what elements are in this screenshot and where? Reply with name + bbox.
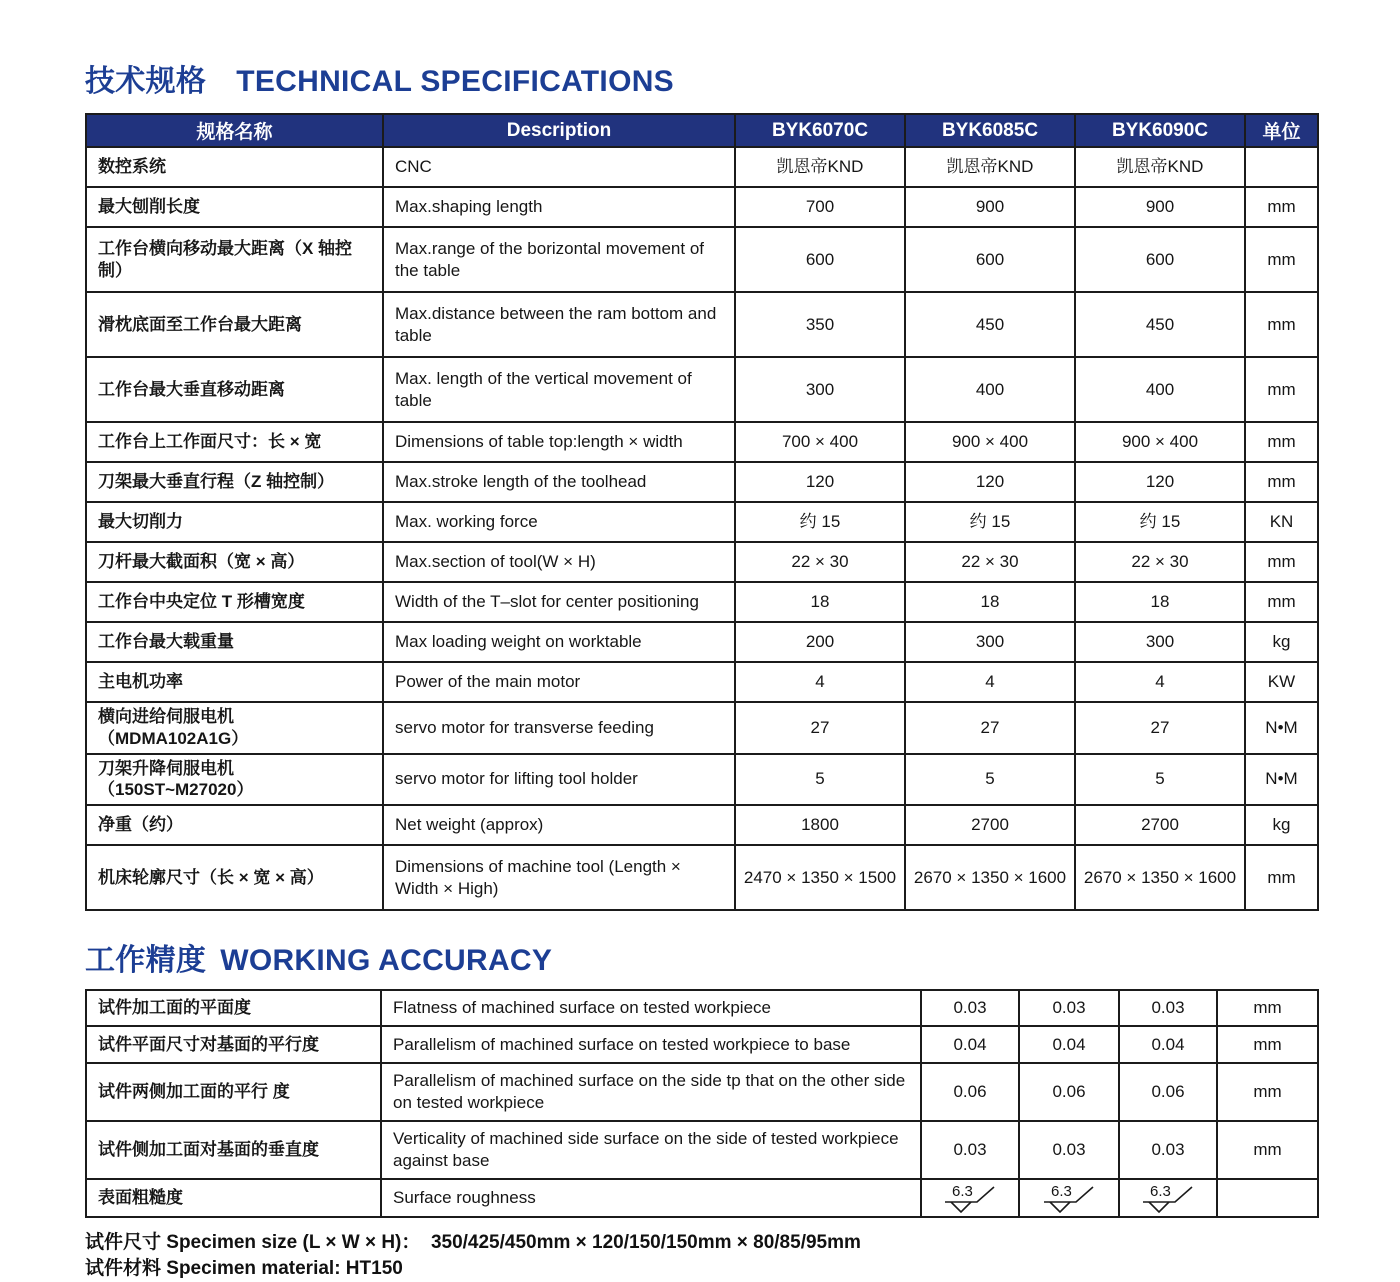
table-row bbox=[86, 845, 1318, 910]
value-byk6085c: 450 bbox=[905, 292, 1075, 357]
col-header-spec-name: 规格名称 bbox=[86, 114, 383, 147]
title-chinese: 技术规格 bbox=[85, 65, 207, 98]
unit-value: mm bbox=[1245, 292, 1318, 357]
unit-value bbox=[1217, 1179, 1318, 1217]
value-byk6090c: 900 × 400 bbox=[1075, 422, 1245, 462]
unit-value: mm bbox=[1245, 357, 1318, 422]
table-header-row bbox=[86, 114, 1318, 147]
value-byk6090c: 0.03 bbox=[1119, 1121, 1217, 1179]
spec-desc: Max.section of tool(W × H) bbox=[383, 542, 735, 582]
surface-roughness-mark: 6.3 bbox=[1041, 1183, 1097, 1213]
value-byk6085c: 0.03 bbox=[1019, 990, 1119, 1026]
value-byk6085c: 0.04 bbox=[1019, 1026, 1119, 1063]
table-row bbox=[86, 805, 1318, 845]
value-byk6085c: 300 bbox=[905, 622, 1075, 662]
unit-value: mm bbox=[1245, 187, 1318, 227]
value-byk6070c bbox=[921, 1179, 1019, 1217]
spec-desc: Width of the T–slot for center positioning bbox=[383, 582, 735, 622]
spec-desc: Max.range of the borizontal movement of the table bbox=[383, 227, 735, 292]
spec-name: 横向进给伺服电机（MDMA102A1G） bbox=[86, 702, 383, 754]
value-byk6085c: 900 bbox=[905, 187, 1075, 227]
value-byk6070c: 22 × 30 bbox=[735, 542, 905, 582]
spec-desc: servo motor for lifting tool holder bbox=[383, 754, 735, 806]
accuracy-desc: Flatness of machined surface on tested workpiece bbox=[381, 990, 921, 1026]
spec-name: 机床轮廓尺寸（长 × 宽 × 高） bbox=[86, 845, 383, 910]
spec-name: 滑枕底面至工作台最大距离 bbox=[86, 292, 383, 357]
unit-value: N•M bbox=[1245, 754, 1318, 806]
value-byk6070c: 1800 bbox=[735, 805, 905, 845]
spec-name: 工作台最大载重量 bbox=[86, 622, 383, 662]
table-row bbox=[86, 462, 1318, 502]
value-byk6090c: 2700 bbox=[1075, 805, 1245, 845]
value-byk6090c: 约 15 bbox=[1075, 502, 1245, 542]
value-byk6085c: 2700 bbox=[905, 805, 1075, 845]
technical-specifications-title bbox=[85, 56, 1400, 100]
value-byk6085c: 22 × 30 bbox=[905, 542, 1075, 582]
spec-name: 最大刨削长度 bbox=[86, 187, 383, 227]
table-row bbox=[86, 662, 1318, 702]
spec-desc: Max. working force bbox=[383, 502, 735, 542]
value-byk6070c: 200 bbox=[735, 622, 905, 662]
value-byk6085c: 27 bbox=[905, 702, 1075, 754]
surface-roughness-icon bbox=[1140, 1183, 1196, 1213]
table-row bbox=[86, 1121, 1318, 1179]
accuracy-desc: Parallelism of machined surface on the side tp that on the other side on tested workpiece bbox=[381, 1063, 921, 1121]
accuracy-name: 试件两侧加工面的平行 度 bbox=[86, 1063, 381, 1121]
table-row bbox=[86, 502, 1318, 542]
working-accuracy-title bbox=[85, 935, 1400, 979]
spec-desc: servo motor for transverse feeding bbox=[383, 702, 735, 754]
unit-value: mm bbox=[1245, 845, 1318, 910]
value-byk6090c: 0.04 bbox=[1119, 1026, 1217, 1063]
value-byk6070c: 350 bbox=[735, 292, 905, 357]
unit-value: mm bbox=[1245, 227, 1318, 292]
table-row bbox=[86, 357, 1318, 422]
table-row bbox=[86, 622, 1318, 662]
unit-value: mm bbox=[1217, 1026, 1318, 1063]
unit-value: KN bbox=[1245, 502, 1318, 542]
working-accuracy-table bbox=[85, 989, 1319, 1218]
spec-name: 工作台中央定位 T 形槽宽度 bbox=[86, 582, 383, 622]
spec-desc: Max.stroke length of the toolhead bbox=[383, 462, 735, 502]
value-byk6085c bbox=[1019, 1179, 1119, 1217]
spec-name: 刀杆最大截面积（宽 × 高） bbox=[86, 542, 383, 582]
value-byk6070c: 18 bbox=[735, 582, 905, 622]
technical-specifications-table bbox=[85, 113, 1319, 911]
value-byk6090c: 凯恩帝KND bbox=[1075, 147, 1245, 187]
title-english: WORKING ACCURACY bbox=[220, 944, 553, 977]
value-byk6090c: 300 bbox=[1075, 622, 1245, 662]
table-row bbox=[86, 187, 1318, 227]
table-row bbox=[86, 990, 1318, 1026]
value-byk6085c: 18 bbox=[905, 582, 1075, 622]
spec-desc: Power of the main motor bbox=[383, 662, 735, 702]
surface-roughness-mark: 6.3 bbox=[942, 1183, 998, 1213]
value-byk6070c: 凯恩帝KND bbox=[735, 147, 905, 187]
value-byk6090c: 22 × 30 bbox=[1075, 542, 1245, 582]
unit-value: mm bbox=[1217, 1063, 1318, 1121]
value-byk6085c: 0.06 bbox=[1019, 1063, 1119, 1121]
value-byk6085c: 0.03 bbox=[1019, 1121, 1119, 1179]
value-byk6090c: 400 bbox=[1075, 357, 1245, 422]
specimen-size-note: 试件尺寸 Specimen size (L × W × H)： 350/425/450mm × 120/150/150mm × 80/85/95mm bbox=[85, 1232, 861, 1253]
spec-desc: Dimensions of table top:length × width bbox=[383, 422, 735, 462]
spec-desc: Net weight (approx) bbox=[383, 805, 735, 845]
value-byk6070c: 600 bbox=[735, 227, 905, 292]
unit-value: mm bbox=[1217, 990, 1318, 1026]
table-row bbox=[86, 1026, 1318, 1063]
value-byk6070c: 0.06 bbox=[921, 1063, 1019, 1121]
col-header-byk6090c: BYK6090C bbox=[1075, 114, 1245, 147]
table-row bbox=[86, 542, 1318, 582]
value-byk6070c: 5 bbox=[735, 754, 905, 806]
unit-value: kg bbox=[1245, 622, 1318, 662]
surface-roughness-icon bbox=[1041, 1183, 1097, 1213]
table-row bbox=[86, 422, 1318, 462]
surface-roughness-mark: 6.3 bbox=[1140, 1183, 1196, 1213]
value-byk6085c: 2670 × 1350 × 1600 bbox=[905, 845, 1075, 910]
value-byk6090c: 450 bbox=[1075, 292, 1245, 357]
value-byk6070c: 700 × 400 bbox=[735, 422, 905, 462]
value-byk6090c: 4 bbox=[1075, 662, 1245, 702]
col-header-description: Description bbox=[383, 114, 735, 147]
spec-name: 净重（约） bbox=[86, 805, 383, 845]
spec-name: 数控系统 bbox=[86, 147, 383, 187]
spec-desc: Max.shaping length bbox=[383, 187, 735, 227]
value-byk6085c: 约 15 bbox=[905, 502, 1075, 542]
value-byk6085c: 120 bbox=[905, 462, 1075, 502]
value-byk6070c: 300 bbox=[735, 357, 905, 422]
value-byk6090c: 18 bbox=[1075, 582, 1245, 622]
value-byk6085c: 5 bbox=[905, 754, 1075, 806]
accuracy-desc: Parallelism of machined surface on tested workpiece to base bbox=[381, 1026, 921, 1063]
spec-desc: CNC bbox=[383, 147, 735, 187]
value-byk6070c: 2470 × 1350 × 1500 bbox=[735, 845, 905, 910]
value-byk6070c: 约 15 bbox=[735, 502, 905, 542]
value-byk6090c: 2670 × 1350 × 1600 bbox=[1075, 845, 1245, 910]
value-byk6070c: 120 bbox=[735, 462, 905, 502]
table-row bbox=[86, 582, 1318, 622]
accuracy-desc: Surface roughness bbox=[381, 1179, 921, 1217]
accuracy-name: 试件侧加工面对基面的垂直度 bbox=[86, 1121, 381, 1179]
accuracy-name: 试件平面尺寸对基面的平行度 bbox=[86, 1026, 381, 1063]
spec-desc: Max.distance between the ram bottom and table bbox=[383, 292, 735, 357]
table-row bbox=[86, 227, 1318, 292]
accuracy-desc: Verticality of machined side surface on the side of tested workpiece against base bbox=[381, 1121, 921, 1179]
value-byk6070c: 0.03 bbox=[921, 990, 1019, 1026]
value-byk6085c: 600 bbox=[905, 227, 1075, 292]
unit-value: mm bbox=[1245, 422, 1318, 462]
table-row bbox=[86, 147, 1318, 187]
table-row bbox=[86, 754, 1318, 806]
spec-name: 最大切削力 bbox=[86, 502, 383, 542]
unit-value: mm bbox=[1245, 582, 1318, 622]
spec-name: 工作台横向移动最大距离（X 轴控制） bbox=[86, 227, 383, 292]
unit-value: mm bbox=[1245, 542, 1318, 582]
surface-roughness-icon bbox=[942, 1183, 998, 1213]
accuracy-name: 表面粗糙度 bbox=[86, 1179, 381, 1217]
value-byk6090c bbox=[1119, 1179, 1217, 1217]
value-byk6090c: 120 bbox=[1075, 462, 1245, 502]
title-chinese: 工作精度 bbox=[85, 944, 207, 977]
value-byk6090c: 27 bbox=[1075, 702, 1245, 754]
unit-value bbox=[1245, 147, 1318, 187]
value-byk6090c: 0.06 bbox=[1119, 1063, 1217, 1121]
value-byk6085c: 400 bbox=[905, 357, 1075, 422]
unit-value: KW bbox=[1245, 662, 1318, 702]
table-row bbox=[86, 1063, 1318, 1121]
title-english: TECHNICAL SPECIFICATIONS bbox=[236, 65, 674, 98]
value-byk6070c: 0.04 bbox=[921, 1026, 1019, 1063]
value-byk6090c: 600 bbox=[1075, 227, 1245, 292]
unit-value: N•M bbox=[1245, 702, 1318, 754]
value-byk6085c: 4 bbox=[905, 662, 1075, 702]
value-byk6090c: 900 bbox=[1075, 187, 1245, 227]
table-row-surface-roughness bbox=[86, 1179, 1318, 1217]
spec-name: 刀架升降伺服电机（150ST~M27020） bbox=[86, 754, 383, 806]
spec-desc: Max loading weight on worktable bbox=[383, 622, 735, 662]
col-header-byk6070c: BYK6070C bbox=[735, 114, 905, 147]
table-row bbox=[86, 292, 1318, 357]
value-byk6085c: 900 × 400 bbox=[905, 422, 1075, 462]
spec-name: 工作台最大垂直移动距离 bbox=[86, 357, 383, 422]
unit-value: kg bbox=[1245, 805, 1318, 845]
value-byk6070c: 0.03 bbox=[921, 1121, 1019, 1179]
accuracy-name: 试件加工面的平面度 bbox=[86, 990, 381, 1026]
value-byk6070c: 700 bbox=[735, 187, 905, 227]
col-header-byk6085c: BYK6085C bbox=[905, 114, 1075, 147]
spec-name: 工作台上工作面尺寸：长 × 宽 bbox=[86, 422, 383, 462]
unit-value: mm bbox=[1245, 462, 1318, 502]
value-byk6070c: 4 bbox=[735, 662, 905, 702]
spec-desc: Dimensions of machine tool (Length × Width × High) bbox=[383, 845, 735, 910]
spec-desc: Max. length of the vertical movement of table bbox=[383, 357, 735, 422]
value-byk6090c: 5 bbox=[1075, 754, 1245, 806]
specimen-material-note: 试件材料 Specimen material: HT150 bbox=[85, 1258, 403, 1279]
col-header-unit: 单位 bbox=[1245, 114, 1318, 147]
value-byk6070c: 27 bbox=[735, 702, 905, 754]
specimen-notes bbox=[85, 1230, 1400, 1282]
value-byk6085c: 凯恩帝KND bbox=[905, 147, 1075, 187]
table-row bbox=[86, 702, 1318, 754]
unit-value: mm bbox=[1217, 1121, 1318, 1179]
spec-name: 主电机功率 bbox=[86, 662, 383, 702]
value-byk6090c: 0.03 bbox=[1119, 990, 1217, 1026]
spec-name: 刀架最大垂直行程（Z 轴控制） bbox=[86, 462, 383, 502]
